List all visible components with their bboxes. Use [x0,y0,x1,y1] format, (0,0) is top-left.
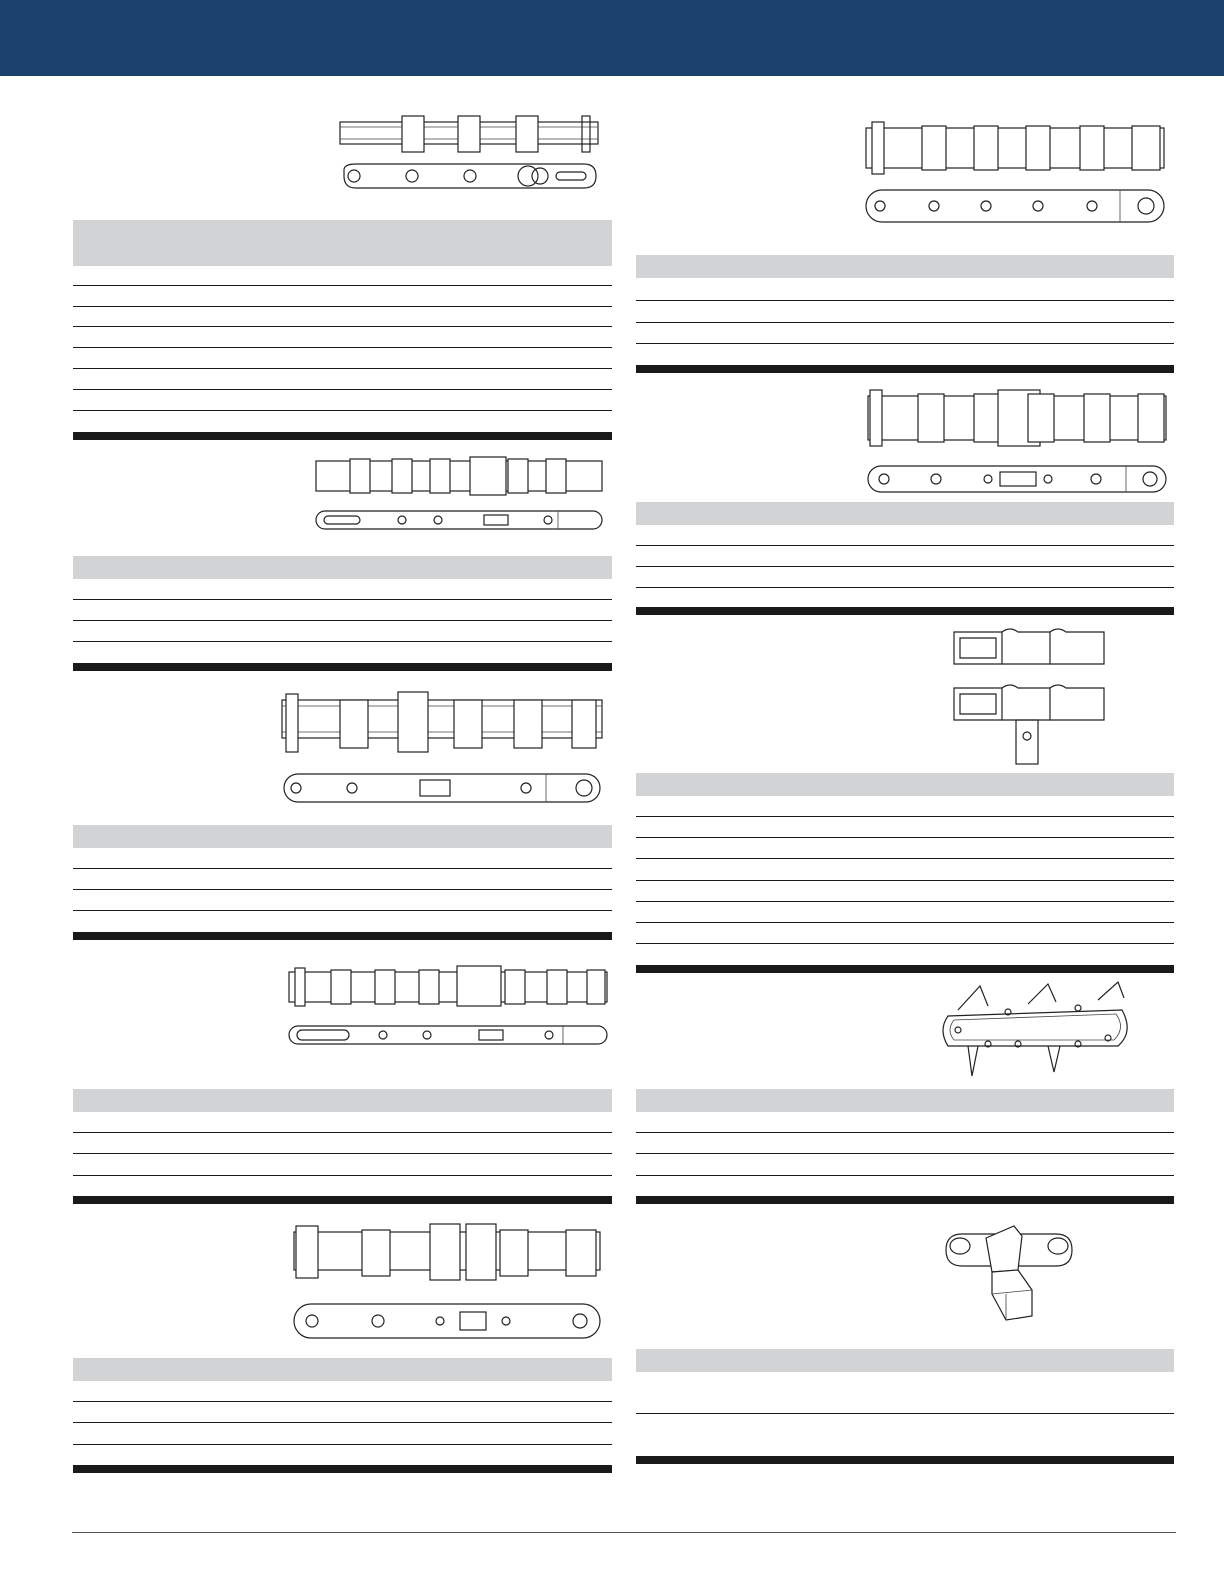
table-row-line [636,1132,1174,1133]
chain-pin-link-side-and-top-icon [334,110,604,206]
table-row-line [636,322,1174,323]
table-header [73,220,612,266]
table-row-line [636,858,1174,859]
chain-attachment-link-large-icon [278,688,606,808]
chain-link-with-block-attachment-icon [936,1220,1086,1324]
table-row-line [636,1175,1174,1176]
section-divider [73,1465,612,1473]
table-header [636,773,1174,796]
table-row-line [73,347,612,348]
section-divider [73,432,612,440]
table-header [636,1349,1174,1372]
table-row-line [636,837,1174,838]
table-row-line [73,1444,612,1445]
section-divider [636,1196,1174,1204]
table-row-line [73,285,612,286]
table-row-line [73,410,612,411]
header-bar [0,0,1224,76]
table-row-line [73,1175,612,1176]
table-row-line [73,368,612,369]
table-row-line [636,1153,1174,1154]
table-row-line [73,326,612,327]
table-row-line [73,910,612,911]
section-divider [73,932,612,940]
table-row-line [73,1132,612,1133]
table-row-line [636,1413,1174,1414]
table-header [636,1089,1174,1112]
section-divider [636,607,1174,615]
table-row-line [73,389,612,390]
chain-attachment-center-plate-icon [864,386,1169,494]
table-row-line [73,306,612,307]
table-row-line [636,943,1174,944]
table-row-line [636,300,1174,301]
chain-loop-with-paddles-icon [928,980,1144,1084]
table-row-line [73,599,612,600]
table-row-line [73,641,612,642]
table-row-line [73,1422,612,1423]
table-header [73,1358,612,1381]
detachable-chain-with-tab-icon [946,624,1110,768]
section-divider [636,965,1174,973]
section-divider [636,365,1174,373]
table-row-line [636,566,1174,567]
table-row-line [636,880,1174,881]
section-divider [73,1196,612,1204]
table-header [73,556,612,579]
table-row-line [73,1153,612,1154]
chain-straight-attachment-link-icon [290,1220,604,1344]
chain-offset-link-with-slot-icon [285,964,610,1048]
table-row-line [636,587,1174,588]
table-row-line [73,1401,612,1402]
section-divider [636,1456,1174,1464]
chain-offset-end-link-icon [862,118,1167,228]
table-row-line [73,868,612,869]
table-header [73,825,612,848]
section-divider [73,663,612,671]
table-row-line [636,901,1174,902]
table-header [636,255,1174,278]
table-header [636,502,1174,525]
table-row-line [636,922,1174,923]
table-row-line [636,545,1174,546]
table-row-line [636,343,1174,344]
footer-rule [72,1532,1176,1533]
table-row-line [73,620,612,621]
chain-connector-link-offset-icon [310,455,605,533]
table-row-line [636,816,1174,817]
table-header [73,1089,612,1112]
table-row-line [73,889,612,890]
